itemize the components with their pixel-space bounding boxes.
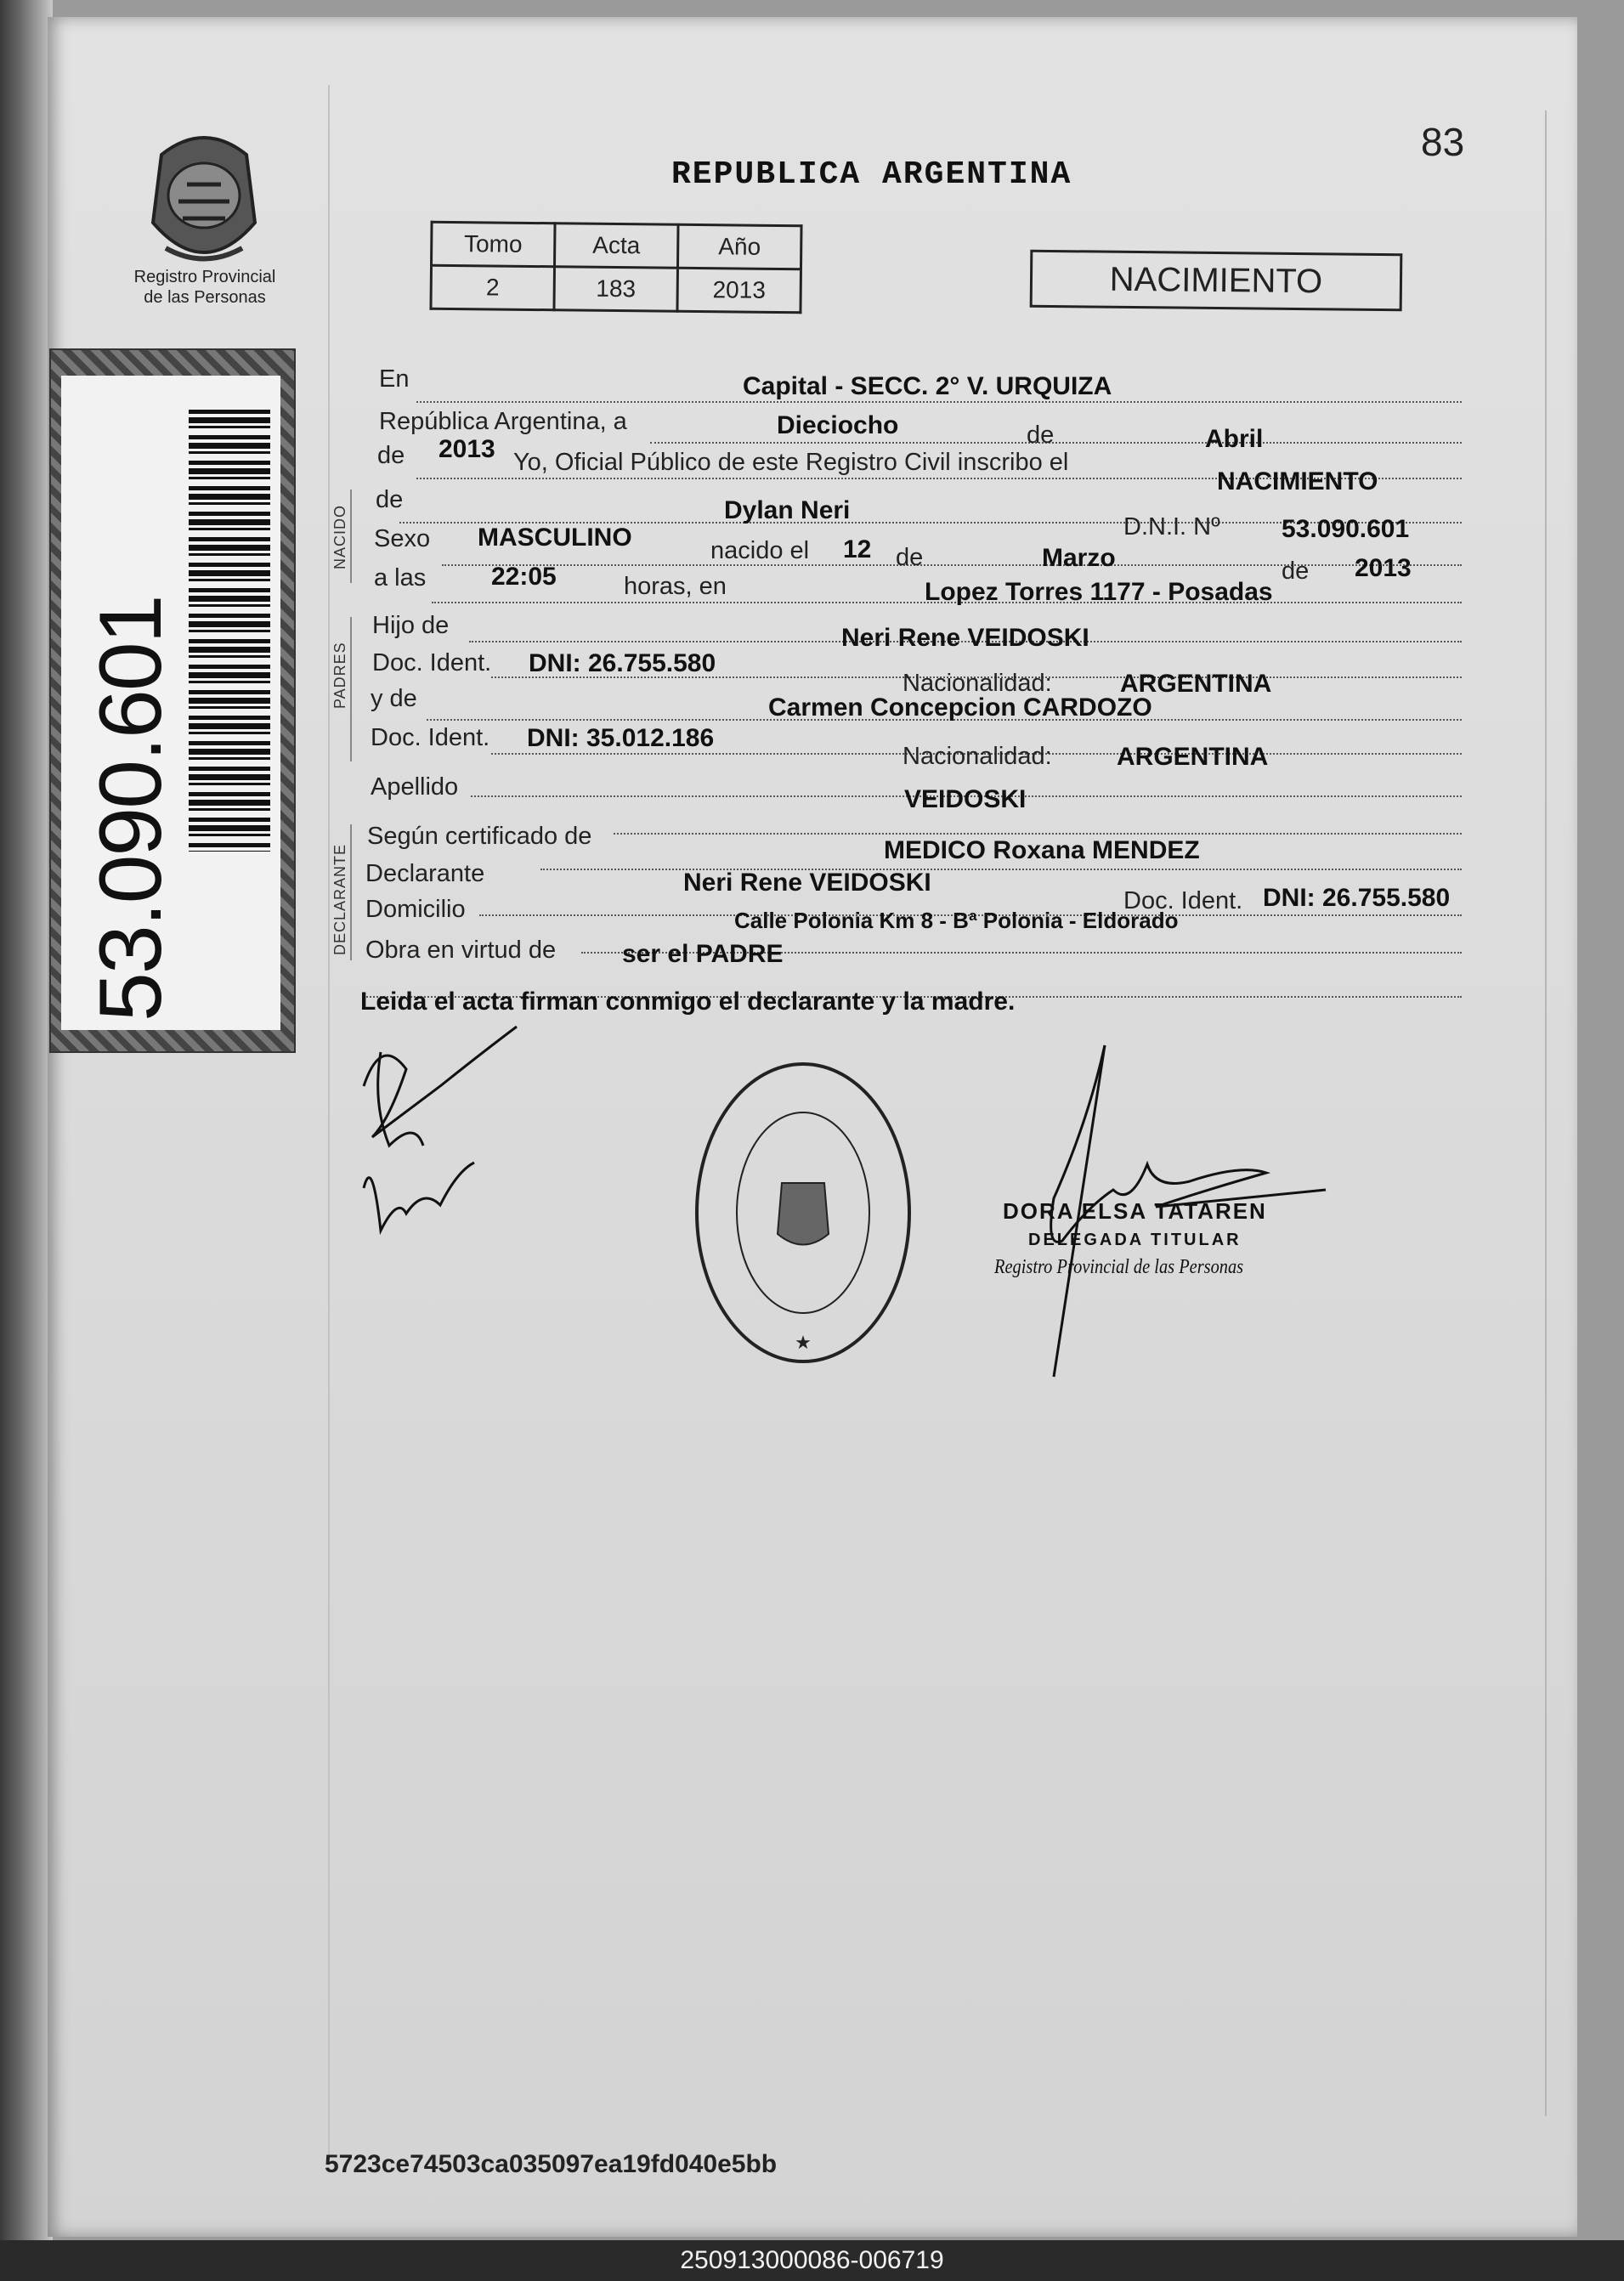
- value-acta: 183: [554, 267, 678, 312]
- record-type-box: NACIMIENTO: [1030, 250, 1403, 312]
- barcode-bars: [189, 410, 270, 852]
- value-en: Capital - SECC. 2° V. URQUIZA: [743, 372, 1112, 400]
- label-nacido-de: de: [376, 486, 404, 513]
- value-domicilio: Calle Polonia Km 8 - Bª Polonia - Eldorado: [734, 908, 1179, 933]
- value-year: 2013: [439, 435, 495, 463]
- bracket-declarante: [350, 824, 352, 960]
- margin-line-right: [1545, 110, 1547, 2116]
- label-horas: horas, en: [624, 573, 727, 600]
- official-role: DELEGADA TITULAR: [1028, 1231, 1242, 1249]
- logo-caption: [110, 267, 299, 308]
- barcode-label: [61, 376, 280, 1030]
- label-doc-2: Doc. Ident.: [371, 724, 490, 751]
- value-segun: MEDICO Roxana MENDEZ: [884, 836, 1200, 864]
- logo-caption-line: Registro Provincial: [133, 268, 276, 286]
- value-month: Abril: [1205, 425, 1264, 453]
- value-tomo: 2: [431, 265, 555, 310]
- book-spine: [0, 0, 53, 2240]
- label-dni: D.N.I. Nº: [1123, 513, 1220, 541]
- page-number: 83: [1421, 120, 1465, 164]
- label-year-prefix: de: [377, 442, 405, 469]
- value-name: Dylan Neri: [724, 496, 851, 524]
- barcode-number: 53.090.601: [82, 596, 180, 1022]
- document-hash: 5723ce74503ca035097ea19fd040e5bb: [325, 2150, 778, 2178]
- side-label-declarante: DECLARANTE: [331, 843, 348, 955]
- official-name: DORA ELSA TATAREN: [1003, 1198, 1267, 1224]
- value-sexo: MASCULINO: [478, 524, 632, 552]
- label-en: En: [379, 365, 410, 393]
- value-declarante-doc: DNI: 26.755.580: [1263, 884, 1451, 912]
- margin-line-left: [328, 85, 330, 2159]
- official-seal: [688, 1056, 918, 1370]
- bracket-nacido: [350, 490, 352, 583]
- label-yde: y de: [371, 685, 417, 712]
- header-acta: Acta: [555, 224, 679, 269]
- side-label-padres: PADRES: [331, 642, 348, 709]
- label-nac-1: Nacionalidad:: [903, 670, 1052, 697]
- header-ano: Año: [677, 224, 801, 269]
- value-obra: ser el PADRE: [622, 940, 784, 968]
- label-segun: Según certificado de: [367, 823, 592, 850]
- value-birth-day: 12: [843, 535, 872, 563]
- label-apellido: Apellido: [371, 773, 459, 801]
- label-alas: a las: [374, 564, 427, 591]
- dotted-line: [614, 799, 1462, 835]
- value-father-nat: ARGENTINA: [1120, 670, 1272, 698]
- value-mother: Carmen Concepcion CARDOZO: [768, 693, 1152, 722]
- value-apellido: VEIDOSKI: [904, 785, 1027, 813]
- label-de: de: [1027, 422, 1055, 449]
- label-obra: Obra en virtud de: [365, 937, 557, 964]
- label-declarante: Declarante: [365, 860, 485, 887]
- value-mother-nat: ARGENTINA: [1117, 743, 1269, 771]
- document-title: REPUBLICA ARGENTINA: [671, 156, 1072, 193]
- value-time: 22:05: [491, 563, 557, 591]
- label-doc-3: Doc. Ident.: [1123, 887, 1243, 914]
- dotted-line: [650, 408, 1462, 444]
- label-domicilio: Domicilio: [365, 896, 466, 923]
- value-place: Lopez Torres 1177 - Posadas: [925, 578, 1273, 606]
- svg-text:★: ★: [795, 1332, 812, 1353]
- value-birth-year: 2013: [1355, 554, 1412, 582]
- label-nac-2: Nacionalidad:: [903, 743, 1052, 770]
- label-republica: República Argentina, a: [379, 408, 627, 435]
- declarant-signature: [355, 1018, 525, 1265]
- closing-text: Leida el acta firman conmigo el declarante y la madre.: [360, 988, 1016, 1016]
- official-office: Registro Provincial de las Personas: [994, 1256, 1244, 1278]
- label-sexo: Sexo: [374, 525, 431, 552]
- label-de-3: de: [1282, 558, 1310, 585]
- value-mother-doc: DNI: 35.012.186: [527, 724, 715, 752]
- footer-id: 250913000086-006719: [0, 2240, 1624, 2281]
- value-day: Dieciocho: [777, 411, 899, 439]
- bracket-padres: [350, 617, 352, 761]
- header-tomo: Tomo: [432, 222, 556, 267]
- label-doc-1: Doc. Ident.: [372, 649, 492, 676]
- value-father: Neri Rene VEIDOSKI: [841, 624, 1089, 652]
- value-birth-month: Marzo: [1042, 544, 1116, 572]
- registry-table-header-row: [432, 222, 802, 269]
- label-nacido: nacido el: [710, 537, 810, 564]
- label-de-2: de: [896, 544, 924, 571]
- registry-table-value-row: [431, 265, 801, 313]
- value-record: NACIMIENTO: [1217, 467, 1378, 495]
- side-label-nacido: NACIDO: [331, 504, 348, 569]
- value-dni: 53.090.601: [1282, 515, 1410, 543]
- registry-table: [429, 221, 802, 314]
- text-oficial: Yo, Oficial Público de este Registro Civil inscribo el: [513, 449, 1069, 476]
- label-hijo: Hijo de: [372, 612, 450, 639]
- value-ano: 2013: [677, 268, 801, 313]
- value-declarante: Neri Rene VEIDOSKI: [683, 869, 931, 897]
- barcode-tag: [49, 348, 296, 1053]
- value-father-doc: DNI: 26.755.580: [529, 649, 716, 677]
- logo-caption-line: de las Personas: [144, 288, 266, 307]
